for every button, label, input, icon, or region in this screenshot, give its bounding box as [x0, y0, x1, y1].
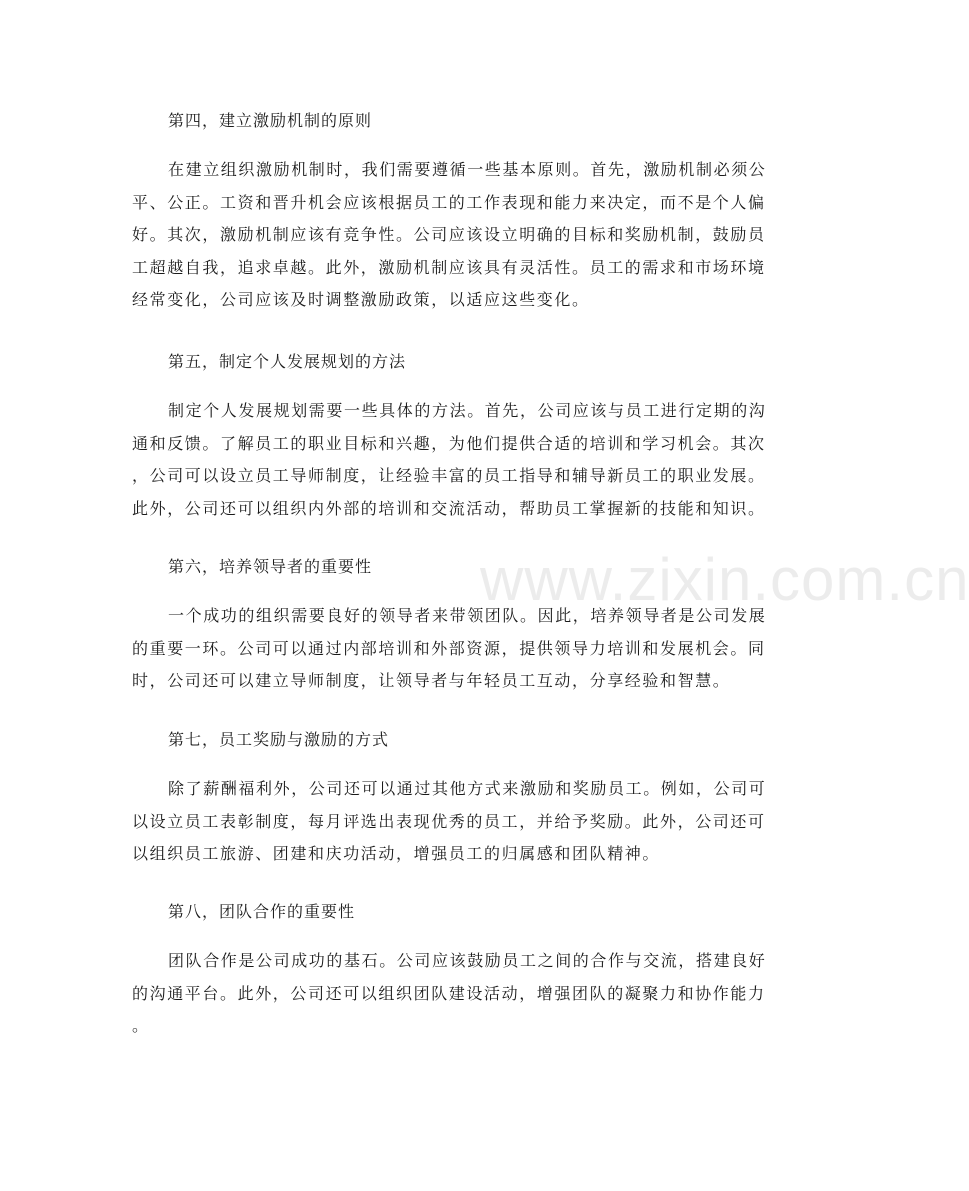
section-5	[132, 351, 792, 525]
section-heading: 第六，培养领导者的重要性	[168, 557, 373, 576]
paragraph-line: 以组织员工旅游、团建和庆功活动，增强员工的归属感和团队精神。	[132, 844, 661, 863]
section-paragraph	[132, 600, 792, 698]
section-heading: 第七，员工奖励与激励的方式	[168, 730, 390, 749]
paragraph-line: 以设立员工表彰制度，每月评选出表现优秀的员工，并给予奖励。此外，公司还可	[132, 811, 766, 831]
paragraph-line: 除了薪酬福利外，公司还可以通过其他方式来激励和奖励员工。例如，公司可	[168, 779, 767, 798]
section-heading: 第四，建立激励机制的原则	[168, 111, 373, 130]
paragraph-line: 工超越自我，追求卓越。此外，激励机制应该具有灵活性。员工的需求和市场环境	[132, 257, 766, 277]
paragraph-line: ，公司可以设立员工导师制度，让经验丰富的员工指导和辅导新员工的职业发展。	[132, 466, 766, 485]
paragraph-line: 在建立组织激励机制时，我们需要遵循一些基本原则。首先，激励机制必须公	[168, 160, 767, 179]
paragraph-line: 一个成功的组织需要良好的领导者来带领团队。因此，培养领导者是公司发展	[168, 606, 767, 625]
section-heading: 第八，团队合作的重要性	[168, 902, 356, 921]
paragraph-line: 团队合作是公司成功的基石。公司应该鼓励员工之间的合作与交流，搭建良好	[168, 951, 767, 970]
section-paragraph	[132, 773, 792, 871]
paragraph-line: 的重要一环。公司可以通过内部培训和外部资源，提供领导力培训和发展机会。同	[132, 638, 766, 658]
section-4	[132, 110, 792, 317]
section-paragraph	[132, 945, 792, 1043]
paragraph-line: 制定个人发展规划需要一些具体的方法。首先，公司应该与员工进行定期的沟	[168, 401, 767, 420]
paragraph-line: 平、公正。工资和晋升机会应该根据员工的工作表现和能力来决定，而不是个人偏	[132, 192, 766, 212]
paragraph-line: 好。其次，激励机制应该有竞争性。公司应该设立明确的目标和奖励机制，鼓励员	[132, 225, 766, 244]
section-7	[132, 729, 792, 871]
section-paragraph	[132, 395, 792, 525]
paragraph-line: 此外，公司还可以组织内外部的培训和交流活动，帮助员工掌握新的技能和知识。	[132, 498, 766, 518]
section-paragraph	[132, 154, 792, 317]
section-heading: 第五，制定个人发展规划的方法	[168, 352, 407, 371]
paragraph-line: 时，公司还可以建立导师制度，让领导者与年轻员工互动，分享经验和智慧。	[132, 671, 731, 690]
paragraph-line: 经常变化，公司应该及时调整激励政策，以适应这些变化。	[132, 290, 590, 309]
section-8	[132, 901, 792, 1043]
paragraph-line: 的沟通平台。此外，公司还可以组织团队建设活动，增强团队的凝聚力和协作能力	[132, 983, 766, 1003]
paragraph-line: 。	[132, 1016, 150, 1035]
watermark: www.zixin.com.cn	[480, 546, 969, 613]
paragraph-line: 通和反馈。了解员工的职业目标和兴趣，为他们提供合适的培训和学习机会。其次	[132, 433, 766, 453]
